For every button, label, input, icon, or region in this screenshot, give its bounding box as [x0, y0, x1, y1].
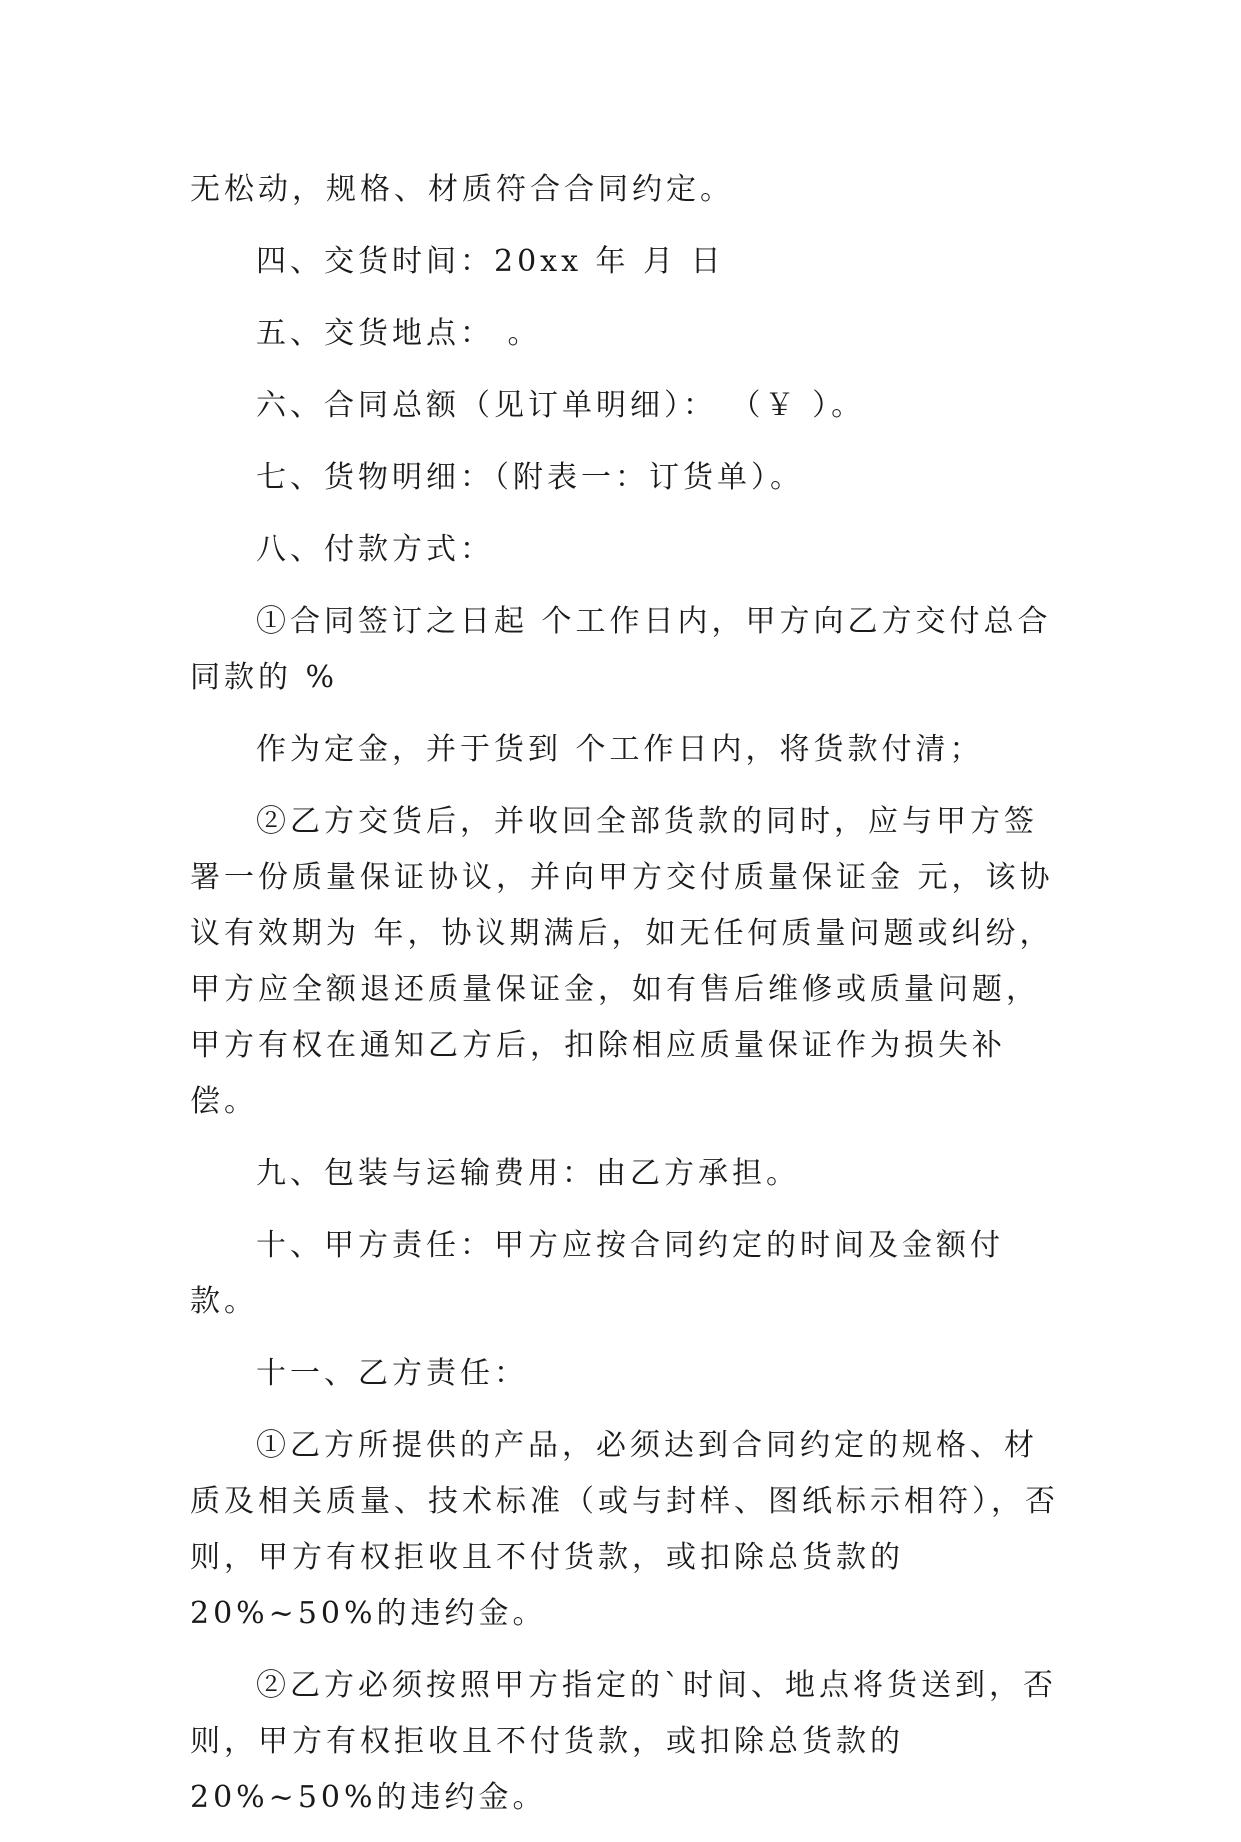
paragraph-party-b-item-2: ②乙方必须按照甲方指定的`时间、地点将货送到，否则，甲方有权拒收且不付货款，或扣除总货款的 20%~50%的违约金。 — [190, 1668, 1057, 1815]
paragraph-party-a-duty: 十、甲方责任：甲方应按合同约定的时间及金额付款。 — [190, 1228, 1004, 1319]
paragraph-payment-item-1: ①合同签订之日起 个工作日内，甲方向乙方交付总合同款的 % — [190, 604, 1052, 695]
paragraph-continuation: 无松动，规格、材质符合合同约定。 — [190, 172, 734, 207]
paragraph-packaging: 九、包装与运输费用：由乙方承担。 — [256, 1156, 800, 1191]
paragraph-payment-method: 八、付款方式： — [256, 532, 494, 567]
paragraph-payment-item-1-cont: 作为定金，并于货到 个工作日内，将货款付清； — [256, 732, 984, 767]
paragraph-contract-total: 六、合同总额（见订单明细）： （￥ ）。 — [256, 388, 866, 423]
paragraph-goods-detail: 七、货物明细：（附表一：订货单）。 — [256, 460, 804, 495]
document-body — [190, 162, 1070, 1842]
paragraph-party-b-item-1: ①乙方所提供的产品，必须达到合同约定的规格、材质及相关质量、技术标准（或与封样、图纸标示相符），否则，甲方有权拒收且不付货款，或扣除总货款的 20%~50%的违约金。 — [190, 1428, 1059, 1631]
paragraph-payment-item-2: ②乙方交货后，并收回全部货款的同时，应与甲方签署一份质量保证协议，并向甲方交付质量保证金 元，该协议有效期为 年，协议期满后，如无任何质量问题或纠纷，甲方应全额退还质量保证金，如有售后维修或质量问题，甲方有权在通知乙方后，扣除相应质量保证作为损失补偿。 — [190, 804, 1054, 1119]
paragraph-delivery-place: 五、交货地点： 。 — [256, 316, 542, 351]
paragraph-delivery-time: 四、交货时间：20xx 年 月 日 — [256, 244, 725, 279]
paragraph-party-b-duty: 十一、乙方责任： — [256, 1356, 528, 1391]
